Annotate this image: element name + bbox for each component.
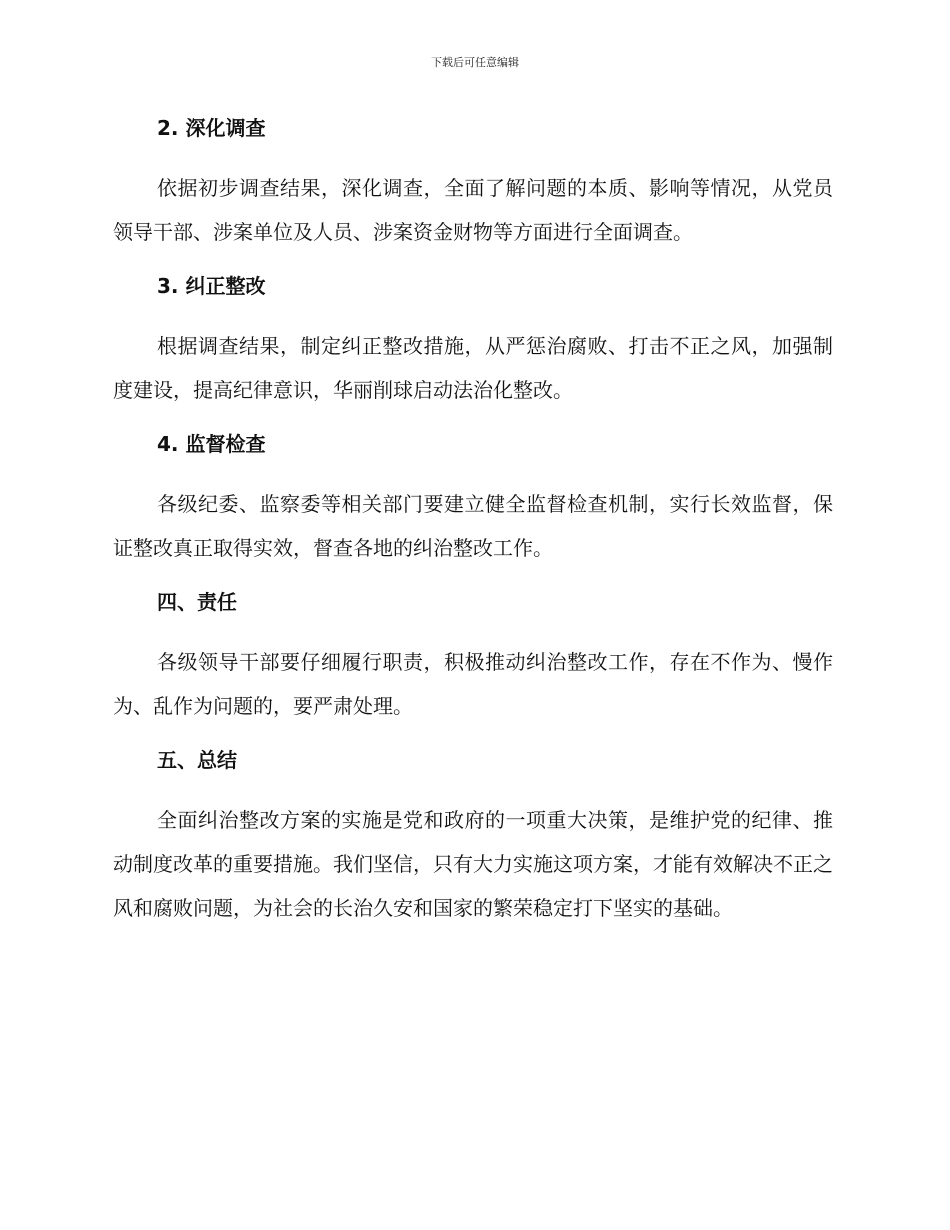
section-deepen-investigation xyxy=(113,110,833,268)
section-heading: 3. 纠正整改 xyxy=(157,274,266,298)
section-summary xyxy=(113,742,833,930)
section-supervision xyxy=(113,426,833,584)
section-paragraph: 各级领导干部要仔细履行职责，积极推动纠治整改工作，存在不作为、慢作为、乱作为问题的，要严肃处理。 xyxy=(113,650,833,718)
section-heading: 四、责任 xyxy=(157,590,237,614)
section-paragraph: 根据调查结果，制定纠正整改措施，从严惩治腐败、打击不正之风，加强制度建设，提高纪律意识，华丽削球启动法治化整改。 xyxy=(113,334,833,402)
page-header-note: 下载后可任意编辑 xyxy=(431,56,519,69)
section-heading: 五、总结 xyxy=(157,748,237,772)
section-correction xyxy=(113,268,833,426)
section-heading: 2. 深化调查 xyxy=(157,116,266,140)
section-paragraph: 依据初步调查结果，深化调查，全面了解问题的本质、影响等情况，从党员领导干部、涉案单位及人员、涉案资金财物等方面进行全面调查。 xyxy=(113,176,833,244)
section-paragraph: 各级纪委、监察委等相关部门要建立健全监督检查机制，实行长效监督，保证整改真正取得实效，督查各地的纠治整改工作。 xyxy=(113,492,833,560)
section-paragraph: 全面纠治整改方案的实施是党和政府的一项重大决策，是维护党的纪律、推动制度改革的重要措施。我们坚信，只有大力实施这项方案，才能有效解决不正之风和腐败问题，为社会的长治久安和国家的繁荣稳定打下坚实的基础。 xyxy=(113,808,833,920)
section-heading: 4. 监督检查 xyxy=(157,432,266,456)
section-responsibility xyxy=(113,584,833,742)
document-body xyxy=(113,110,833,930)
